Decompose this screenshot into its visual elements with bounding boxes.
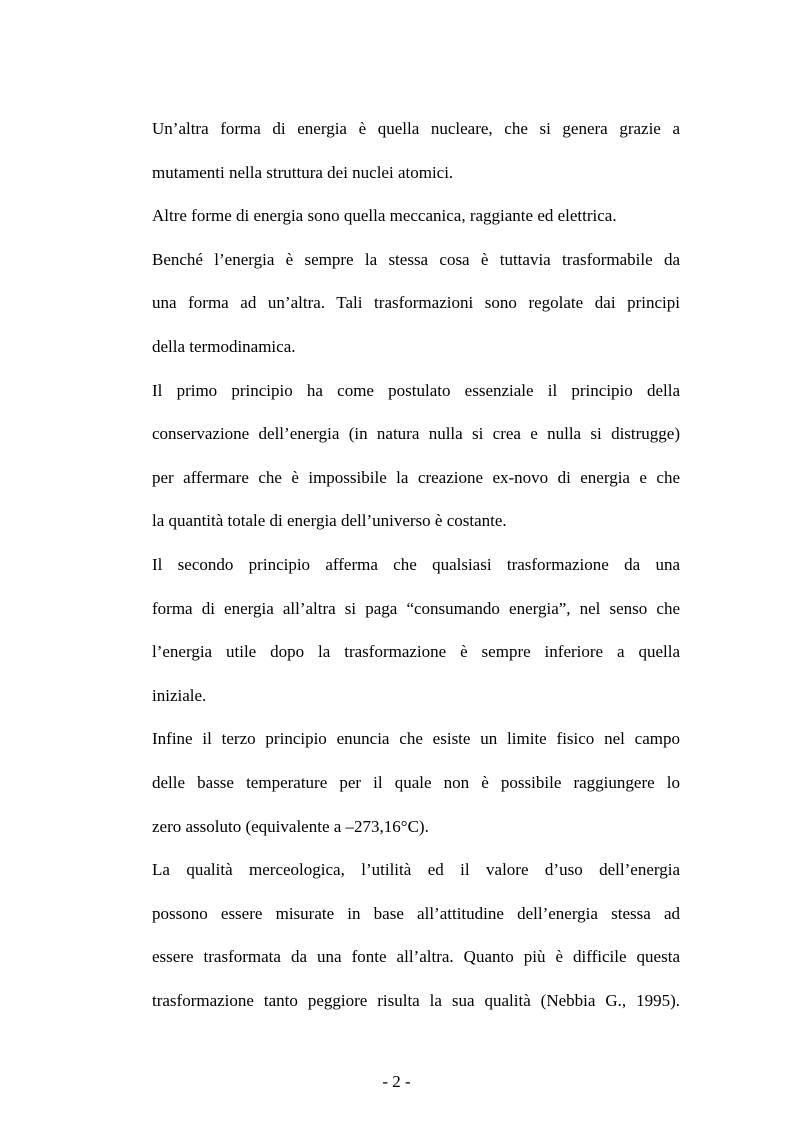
text-line: essere trasformata da una fonte all’altra. Quanto più è difficile questa xyxy=(152,947,680,967)
text-line: la quantità totale di energia dell’universo è costante. xyxy=(152,511,507,531)
text-line: trasformazione tanto peggiore risulta la sua qualità (Nebbia G., 1995). xyxy=(152,990,680,1010)
document-body xyxy=(152,107,680,1022)
text-line: della termodinamica. xyxy=(152,336,296,356)
page-number: - 2 - xyxy=(382,1072,411,1091)
text-line: La qualità merceologica, l’utilità ed il valore d’uso dell’energia xyxy=(152,860,680,880)
text-line: Un’altra forma di energia è quella nucleare, che si genera grazie a xyxy=(152,119,680,138)
text-line: Il secondo principio afferma che qualsiasi trasformazione da una xyxy=(152,554,680,574)
text-line: Benché l’energia è sempre la stessa cosa è tuttavia trasformabile da xyxy=(152,249,680,269)
text-line: una forma ad un’altra. Tali trasformazioni sono regolate dai principi xyxy=(152,293,680,313)
text-line: iniziale. xyxy=(152,685,207,705)
text-line: mutamenti nella struttura dei nuclei atomici. xyxy=(152,162,454,182)
text-line: per affermare che è impossibile la creazione ex-novo di energia e che xyxy=(152,467,680,487)
text-line: conservazione dell’energia (in natura nulla si crea e nulla si distrugge) xyxy=(152,424,680,444)
text-line: delle basse temperature per il quale non è possibile raggiungere lo xyxy=(152,772,680,792)
text-line: possono essere misurate in base all’attitudine dell’energia stessa ad xyxy=(152,903,680,923)
text-line: Il primo principio ha come postulato essenziale il principio della xyxy=(152,380,680,400)
text-line: Infine il terzo principio enuncia che esiste un limite fisico nel campo xyxy=(152,729,680,749)
text-line: zero assoluto (equivalente a –273,16°C). xyxy=(152,816,429,836)
text-line: forma di energia all’altra si paga “consumando energia”, nel senso che xyxy=(152,598,680,618)
text-line: l’energia utile dopo la trasformazione è sempre inferiore a quella xyxy=(152,642,680,662)
text-line: Altre forme di energia sono quella meccanica, raggiante ed elettrica. xyxy=(152,206,617,226)
